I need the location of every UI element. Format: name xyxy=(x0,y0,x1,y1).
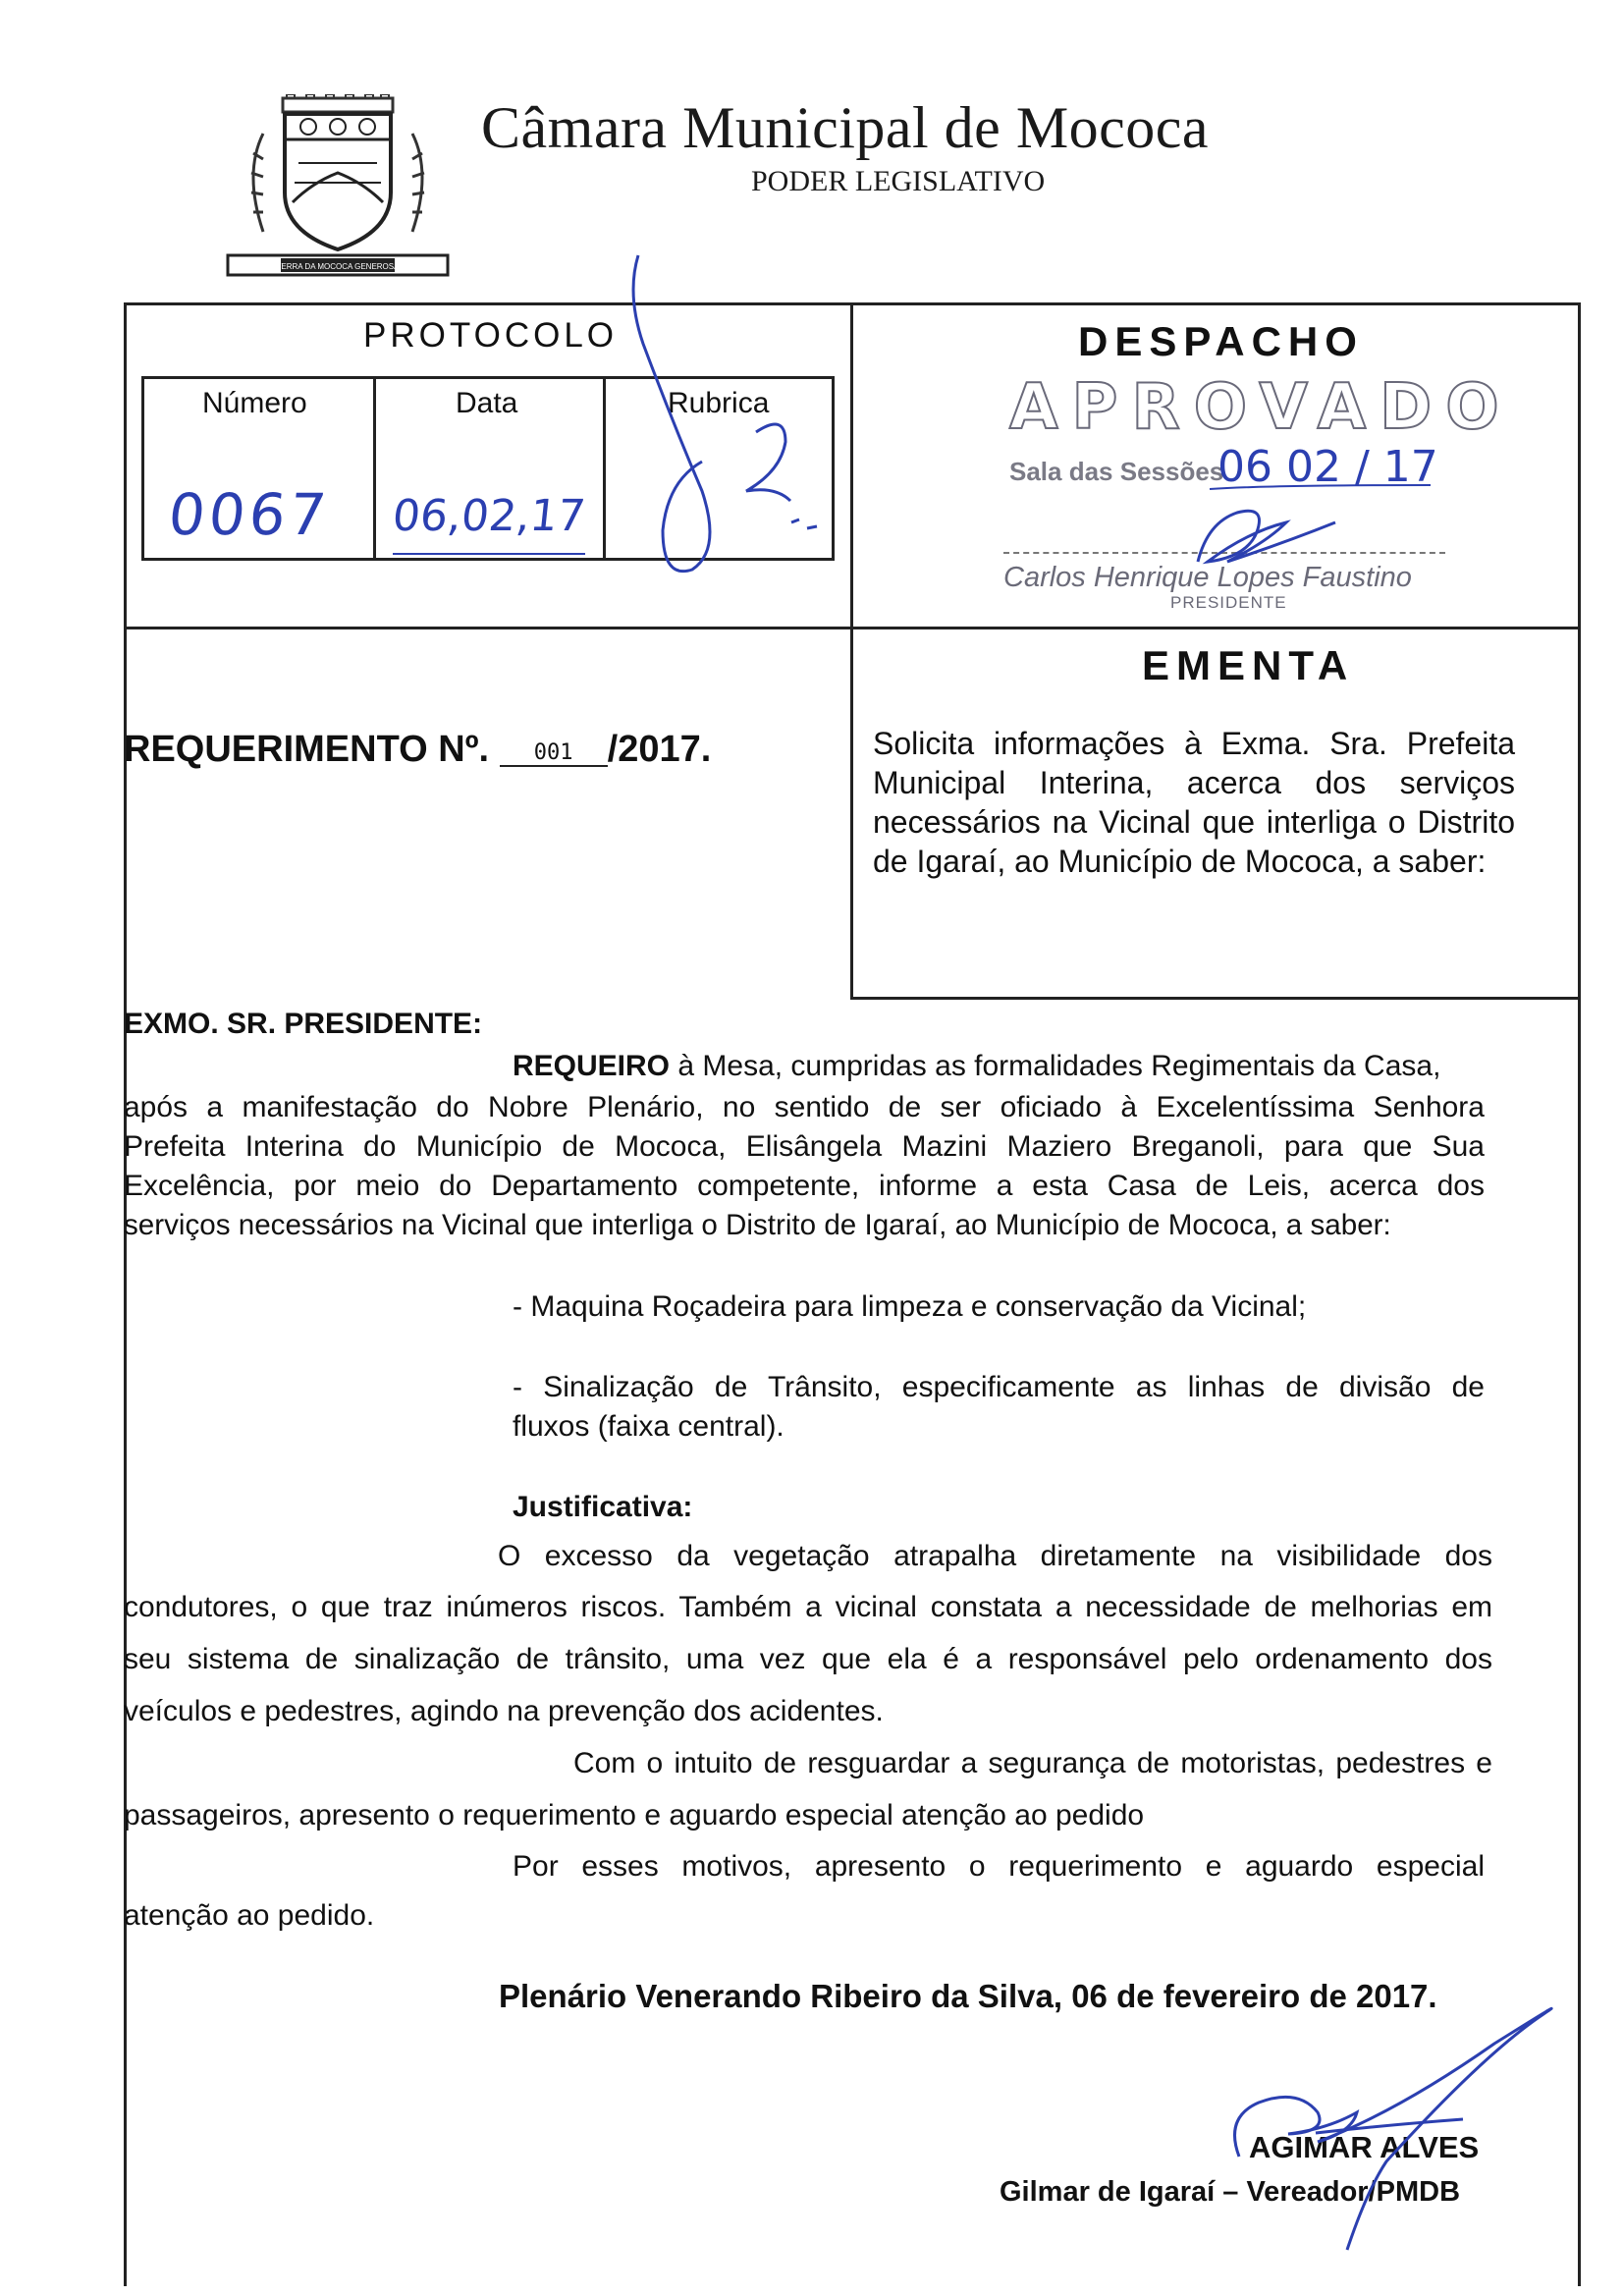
stamp-date-underline-icon xyxy=(1210,485,1431,489)
protocolo-title: PROTOCOLO xyxy=(363,316,619,355)
approved-stamp: APROVADO xyxy=(1009,371,1513,444)
protocolo-col-numero: Número xyxy=(202,387,307,419)
paragraph-1-line-3: Prefeita Interina do Município de Mococa, Elisângela Mazini Maziero Breganoli, para que Sua xyxy=(124,1130,1485,1163)
justificativa-title: Justificativa: xyxy=(513,1491,693,1523)
justificativa-3-line-2: atenção ao pedido. xyxy=(124,1899,375,1932)
place-and-date: Plenário Venerando Ribeiro da Silva, 06 de fevereiro de 2017. xyxy=(499,1978,1437,2014)
justificativa-2-line-2: passageiros, apresento o requerimento e aguardo especial atenção ao pedido xyxy=(124,1799,1145,1831)
requerimento-suffix: /2017. xyxy=(607,729,712,770)
paragraph-1-line-5: serviços necessários na Vicinal que interliga o Distrito de Igaraí, ao Município de Mococa, a saber: xyxy=(124,1209,1391,1241)
requerimento-prefix: REQUERIMENTO Nº. xyxy=(124,729,500,770)
president-signature-icon xyxy=(1198,511,1335,562)
justificativa-3-line-1: Por esses motivos, apresento o requerimento e aguardo especial xyxy=(513,1850,1485,1883)
paragraph-1-line-1-text: à Mesa, cumpridas as formalidades Regimentais da Casa, xyxy=(677,1050,1441,1082)
justificativa-1-line-2: condutores, o que traz inúmeros riscos. Também a vicinal constata a necessidade de melhorias em xyxy=(124,1591,1492,1623)
ementa-title: EMENTA xyxy=(1142,642,1355,688)
despacho-title: DESPACHO xyxy=(1078,318,1364,364)
justificativa-1-line-3: seu sistema de sinalização de trânsito, uma vez que ela é a responsável pelo ordenamento dos xyxy=(124,1643,1492,1675)
request-item-2-line-2: fluxos (faixa central). xyxy=(513,1410,784,1443)
vereador-signature-icon xyxy=(1235,2008,1552,2250)
org-subtitle: PODER LEGISLATIVO xyxy=(751,165,1046,197)
justificativa-1-line-1: O excesso da vegetação atrapalha diretamente na visibilidade dos xyxy=(498,1540,1492,1572)
stamp-session-label: Sala das Sessões xyxy=(1009,457,1224,486)
requerimento-number: 001 xyxy=(500,740,608,767)
signature-name: AGIMAR ALVES xyxy=(1249,2130,1480,2164)
request-item-1: - Maquina Roçadeira para limpeza e conservação da Vicinal; xyxy=(513,1290,1307,1323)
paragraph-1-line-2: após a manifestação do Nobre Plenário, no sentido de ser oficiado à Excelentíssima Senhora xyxy=(124,1091,1485,1123)
paragraph-1-line-4: Excelência, por meio do Departamento competente, informe a esta Casa de Leis, acerca dos xyxy=(124,1170,1485,1202)
protocolo-col-rubrica: Rubrica xyxy=(668,387,770,419)
org-name: Câmara Municipal de Mococa xyxy=(481,95,1210,160)
crest-motto: TERRA DA MOCOCA GENEROSA xyxy=(276,262,400,271)
justificativa-1-line-4: veículos e pedestres, agindo na prevenção dos acidentes. xyxy=(124,1695,884,1727)
request-item-2-line-1: - Sinalização de Trânsito, especificamente as linhas de divisão de xyxy=(513,1371,1485,1403)
stamp-date-handwritten: 06 02 / 17 xyxy=(1217,442,1438,492)
stamp-president-name: Carlos Henrique Lopes Faustino xyxy=(1003,562,1412,593)
protocolo-col-data: Data xyxy=(456,387,518,419)
rubrica-signature-icon xyxy=(633,255,710,572)
requeiro-lead: REQUEIRO xyxy=(513,1050,671,1082)
protocolo-data-value: 06,02,17 xyxy=(390,491,588,541)
ementa-text: Solicita informações à Exma. Sra. Prefeita Municipal Interina, acerca dos serviços necessários na Vicinal que interliga o Distrito de Igaraí, ao Município de Mococa, a saber: xyxy=(873,726,1515,879)
salutation: EXMO. SR. PRESIDENTE: xyxy=(124,1008,483,1040)
protocolo-numero-value: 0067 xyxy=(165,481,334,548)
stamp-president-role: PRESIDENTE xyxy=(1170,593,1287,612)
signature-role: Gilmar de Igaraí – Vereador/PMDB xyxy=(1000,2176,1461,2208)
rubrica-mark-icon xyxy=(746,424,790,501)
justificativa-2-line-1: Com o intuito de resguardar a segurança de motoristas, pedestres e xyxy=(573,1747,1492,1779)
rubrica-dashes-icon xyxy=(791,519,817,528)
